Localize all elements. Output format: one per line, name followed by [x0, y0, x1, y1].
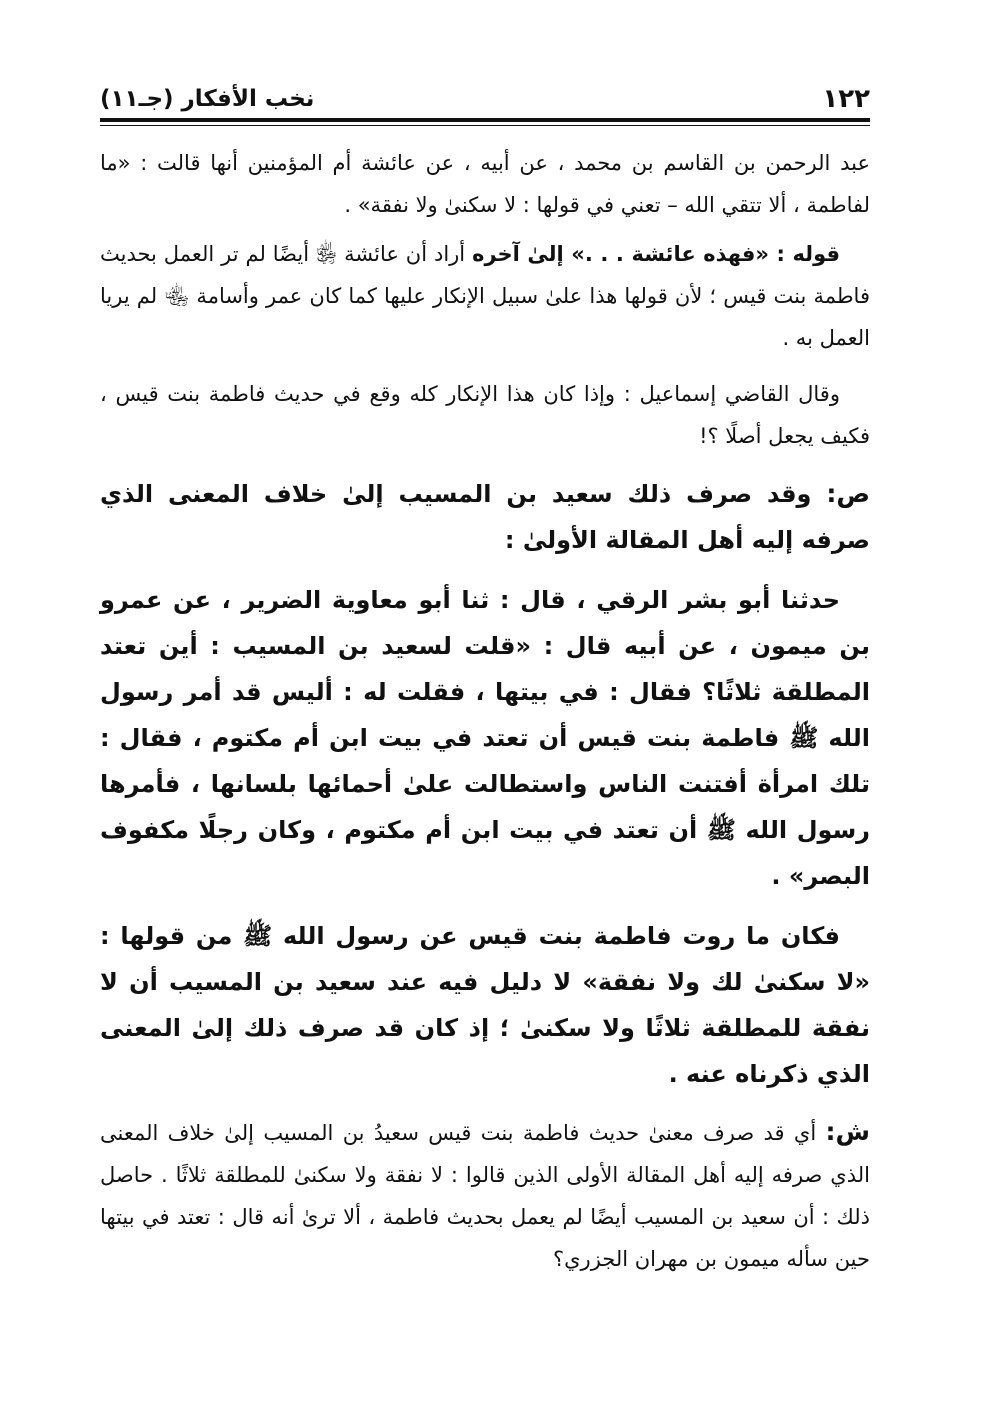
sad-marker: ص:	[826, 479, 870, 508]
shin-marker: ش:	[825, 1117, 870, 1146]
book-page	[100, 70, 870, 1280]
header-rule-thick	[100, 118, 870, 122]
commentary-text: أراد أن عائشة ﵂ أيضًا لم تر العمل بحديث فاطمة بنت قيس ؛ لأن قولها هذا علىٰ سبيل الإنكار عليها كما كان عمر وأسامة ﵄ لم يريا العمل به .	[100, 242, 870, 350]
commentary-lead: قوله : «فهذه عائشة . . .» إلىٰ آخره	[472, 242, 840, 266]
paragraph-commentary-aisha	[100, 233, 870, 359]
page-header	[100, 70, 870, 116]
page-body	[100, 142, 870, 1280]
sad-text: وقد صرف ذلك سعيد بن المسيب إلىٰ خلاف المعنى الذي صرفه إليه أهل المقالة الأولىٰ :	[100, 480, 870, 554]
header-rule-thin	[100, 125, 870, 126]
running-title: نخب الأفكار (جـ١١)	[100, 86, 315, 112]
sharh-text: أي قد صرف معنىٰ حديث فاطمة بنت قيس سعيدُ بن المسيب إلىٰ خلاف المعنى الذي صرفه إليه أهل المقالة الأولى الذين قالوا : لا نفقة ولا سكنىٰ للمطلقة ثلاثًا . حاصل ذلك : أن سعيد بن المسيب أيضًا لم يعمل بحديث فاطمة ، ألا ترىٰ أنه قال : تعتد في بيتها حين سأله ميمون بن مهران الجزري؟	[100, 1121, 870, 1271]
paragraph-sharh	[100, 1111, 870, 1280]
paragraph-sad-text	[100, 471, 870, 563]
paragraph-qadi-ismail: وقال القاضي إسماعيل : وإذا كان هذا الإنكار كله وقع في حديث فاطمة بنت قيس ، فكيف يجعل أصلًا ؟!	[100, 382, 870, 448]
paragraph-isnad-hadith: حدثنا أبو بشر الرقي ، قال : ثنا أبو معاوية الضرير ، عن عمرو بن ميمون ، عن أبيه قال : «قلت لسعيد بن المسيب : أين تعتد المطلقة ثلاثًا؟ فقال : في بيتها ، فقلت له : أليس قد أمر رسول الله ﷺ فاطمة بنت قيس أن تعتد في بيت ابن أم مكتوم ، فقال : تلك امرأة أفتنت الناس واستطالت علىٰ أحمائها بلسانها ، فأمرها رسول الله ﷺ أن تعتد في بيت ابن أم مكتوم ، وكان رجلًا مكفوف البصر» .	[100, 586, 870, 890]
paragraph-conclusion: فكان ما روت فاطمة بنت قيس عن رسول الله ﷺ من قولها : «لا سكنىٰ لك ولا نفقة» لا دليل فيه عند سعيد بن المسيب أن لا نفقة للمطلقة ثلاثًا ولا سكنىٰ ؛ إذ كان قد صرف ذلك إلىٰ المعنى الذي ذكرناه عنه .	[100, 922, 870, 1088]
page-number: ١٢٢	[822, 84, 870, 114]
paragraph-hadith-continuation: عبد الرحمن بن القاسم بن محمد ، عن أبيه ، عن عائشة أم المؤمنين أنها قالت : «ما لفاطمة ، ألا تتقي الله – تعني في قولها : لا سكنىٰ ولا نفقة» .	[100, 151, 870, 217]
